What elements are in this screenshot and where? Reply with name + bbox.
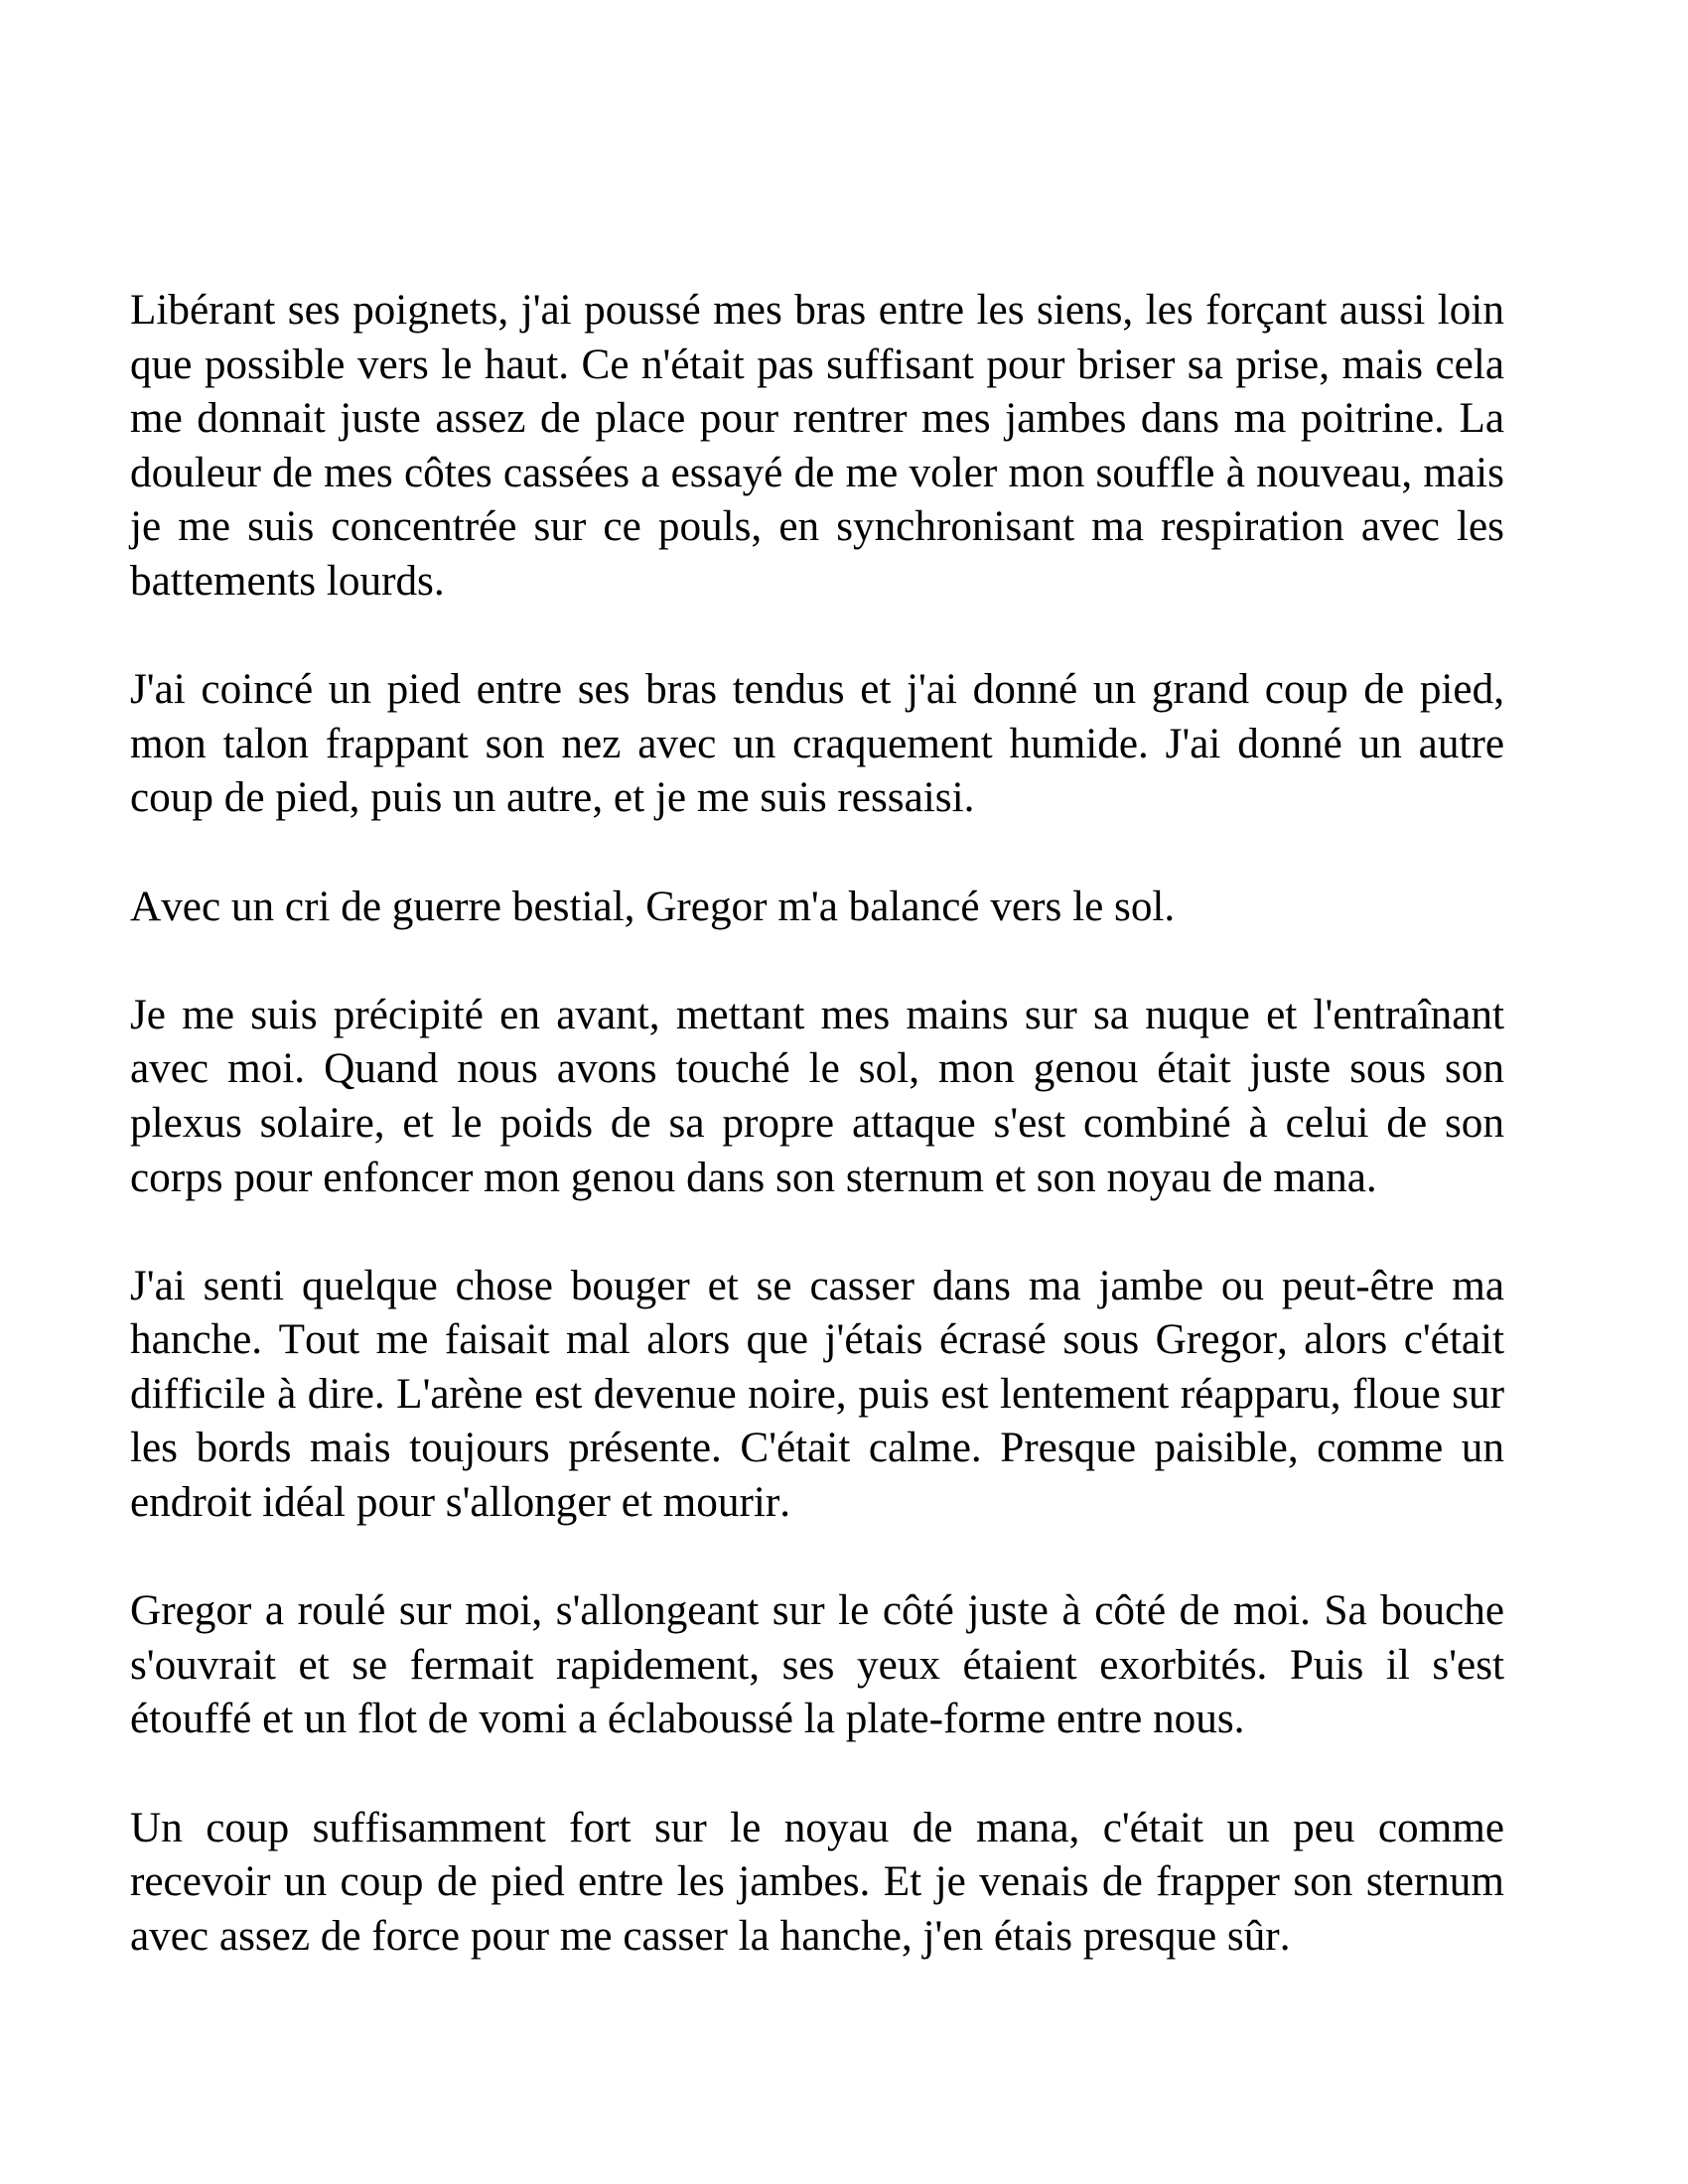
paragraph-4: Je me suis précipité en avant, mettant mes mains sur sa nuque et l'entraînant avec moi. Quand nous avons touché le sol, mon genou était juste sous son plexus solaire, et le poids de sa propre attaque s'est combiné à celui de son corps pour enfoncer mon genou dans son sternum et son noyau de mana. [130,991,1504,1201]
paragraph-7: Un coup suffisamment fort sur le noyau de mana, c'était un peu comme recevoir un coup de pied entre les jambes. Et je venais de frapper son sternum avec assez de force pour me casser la hanche, j'en étais presque sûr. [130,1804,1504,1960]
paragraph-5: J'ai senti quelque chose bouger et se casser dans ma jambe ou peut-être ma hanche. Tout me faisait mal alors que j'étais écrasé sous Gregor, alors c'était difficile à dire. L'arène est devenue noire, puis est lentement réapparu, floue sur les bords mais toujours présente. C'était calme. Presque paisible, comme un endroit idéal pour s'allonger et mourir. [130,1262,1504,1527]
paragraph-2: J'ai coincé un pied entre ses bras tendus et j'ai donné un grand coup de pied, mon talon frappant son nez avec un craquement humide. J'ai donné un autre coup de pied, puis un autre, et je me suis ressaisi. [130,666,1504,822]
paragraph-1: Libérant ses poignets, j'ai poussé mes bras entre les siens, les forçant aussi loin que possible vers le haut. Ce n'était pas suffisant pour briser sa prise, mais cela me donnait juste assez de place pour rentrer mes jambes dans ma poitrine. La douleur de mes côtes cassées a essayé de me voler mon souffle à nouveau, mais je me suis concentrée sur ce pouls, en synchronisant ma respiration avec les battements lourds. [130,287,1504,605]
paragraph-6: Gregor a roulé sur moi, s'allongeant sur le côté juste à côté de moi. Sa bouche s'ouvrait et se fermait rapidement, ses yeux étaient exorbités. Puis il s'est étouffé et un flot de vomi a éclaboussé la plate-forme entre nous. [130,1587,1504,1743]
paragraph-3: Avec un cri de guerre bestial, Gregor m'a balancé vers le sol. [130,883,1176,930]
